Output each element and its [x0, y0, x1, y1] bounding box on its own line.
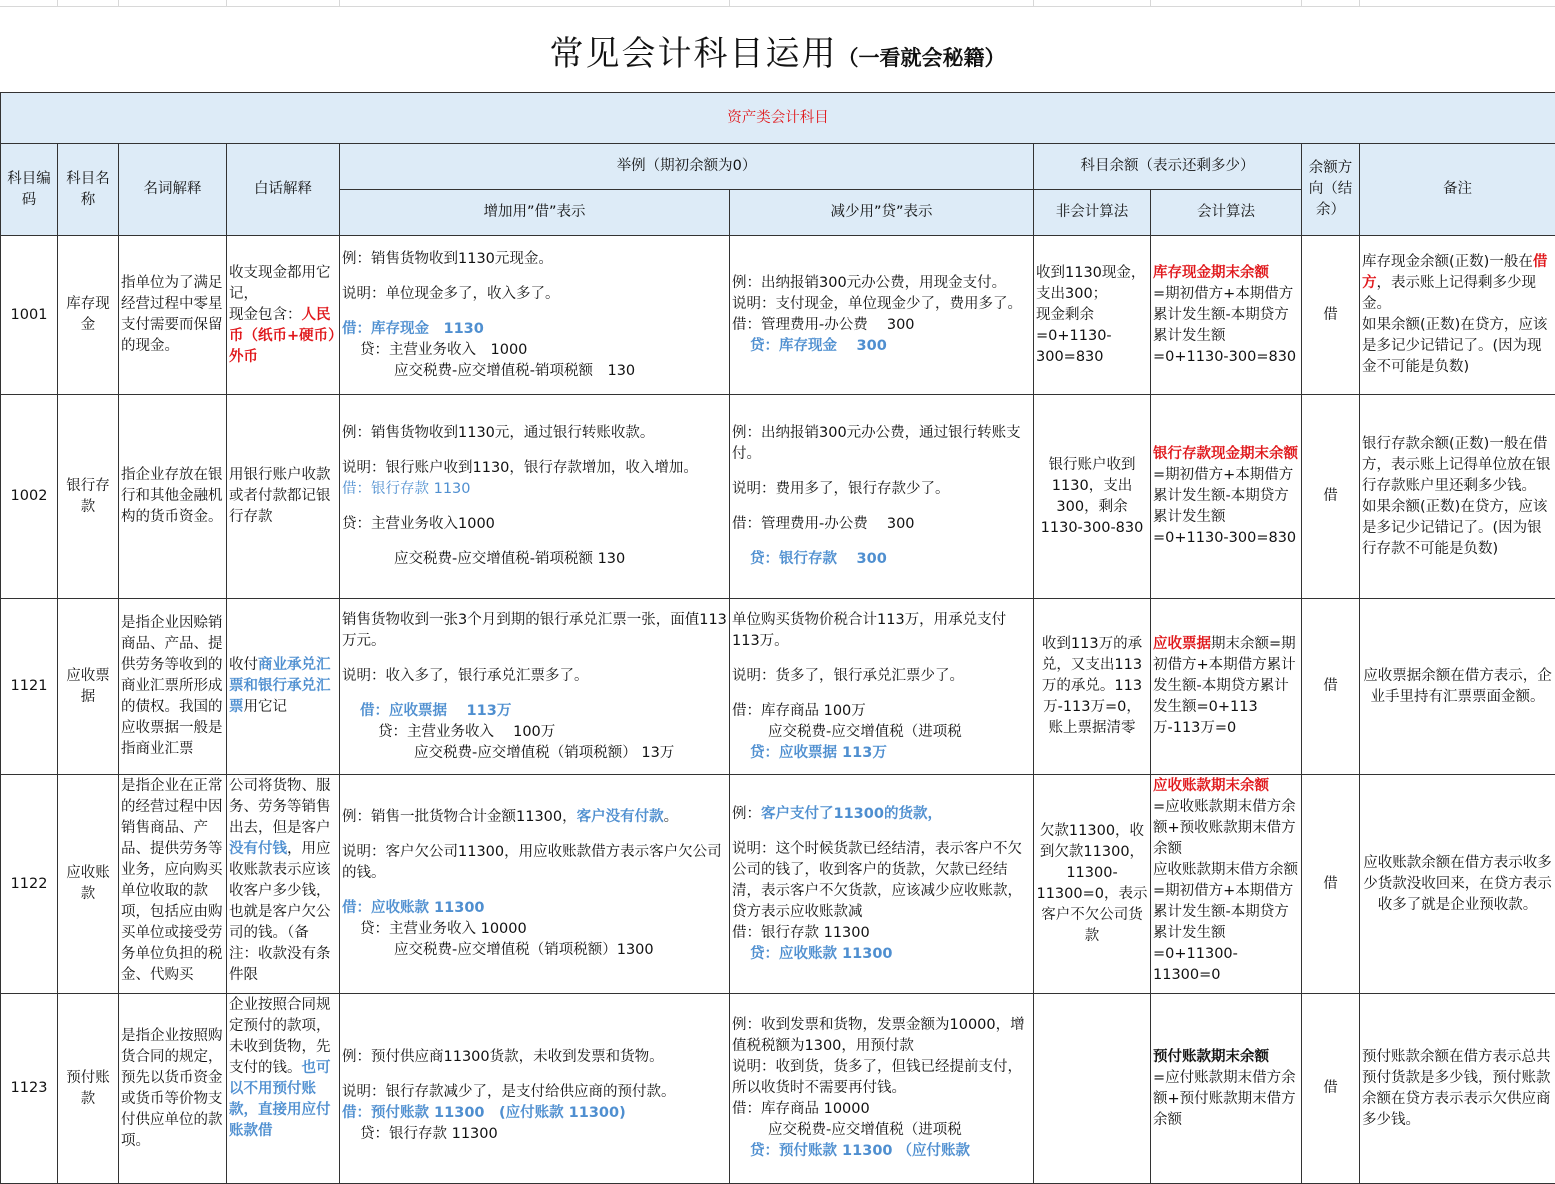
acct-formula: =期初借方+本期借方累计发生额-本期贷方累计发生额=0+1130-300=830	[1153, 286, 1296, 365]
account-code: 1001	[1, 236, 58, 395]
plain-text: 收支现金都用它记， 现金包含：	[229, 265, 331, 323]
remark-highlight: 借方	[1362, 254, 1547, 291]
credit-line: 应交税费-应交增值税-销项税额 130	[342, 361, 727, 382]
acct-title: 银行存款现金期末余额	[1153, 446, 1298, 462]
example-text: 例：	[732, 806, 761, 822]
credit-line: 贷：主营业务收入 100万	[342, 722, 727, 743]
credit-line: 贷：主营业务收入1000	[342, 514, 727, 535]
balance-direction: 借	[1302, 599, 1360, 775]
example-line: 销售货物收到一张3个月到期的银行承兑汇票一张，面值113万元。	[342, 610, 727, 652]
table-row	[1, 599, 1555, 775]
example-line: 例：出纳报销300元办公费，用现金支付。	[732, 273, 1031, 294]
acct-balance	[1151, 236, 1302, 395]
header-name: 科目名称	[58, 144, 119, 236]
credit-line: 贷：银行存款 300	[732, 549, 1031, 570]
debit-line: 借：银行存款 1130	[342, 479, 727, 500]
example-line: 例：预付供应商11300货款，未收到发票和货物。	[342, 1047, 727, 1068]
account-name: 预付账款	[58, 994, 119, 1184]
plain-explanation: 用银行账户收款或者付款都记银行存款	[227, 395, 340, 599]
table-row	[1, 395, 1555, 599]
example-highlight: 客户支付了11300的货款，	[761, 806, 942, 822]
acct-title: 预付账款期末余额	[1153, 1049, 1269, 1065]
remark: 预付账款余额在借方表示总共预付货款是多少钱，预付账款余额在贷方表示表示欠供应商多少钱。	[1360, 994, 1555, 1184]
account-code: 1121	[1, 599, 58, 775]
plain-explanation	[227, 236, 340, 395]
header-decrease: 减少用”贷”表示	[730, 190, 1034, 236]
table-row	[1, 775, 1555, 994]
debit-line: 借：银行存款 11300	[732, 923, 1031, 944]
decrease-example	[730, 994, 1034, 1184]
example-line: 说明：收入多了，银行承兑汇票多了。	[342, 666, 727, 687]
example-line: 例：出纳报销300元办公费，通过银行转账支付。	[732, 423, 1031, 465]
decrease-example	[730, 395, 1034, 599]
header-plain: 白话解释	[227, 144, 340, 236]
credit-line: 贷：预付账款 11300 （应付账款	[732, 1141, 1031, 1162]
example-line: 说明：银行存款减少了，是支付给供应商的预付款。	[342, 1082, 727, 1103]
header-balance: 科目余额（表示还剩多少）	[1034, 144, 1302, 190]
debit-line: 应交税费-应交增值税（进项税	[732, 1120, 1031, 1141]
acct-formula: 期末余额=期初借方+本期借方累计发生额-本期贷方累计发生额=0+113万-113万=0	[1153, 636, 1296, 736]
example-line: 说明：银行账户收到1130，银行存款增加，收入增加。	[342, 458, 727, 479]
acct-balance	[1151, 994, 1302, 1184]
debit-line: 借：应收账款 11300	[342, 898, 727, 919]
account-code: 1123	[1, 994, 58, 1184]
plain-highlight: 没有付钱	[229, 841, 287, 857]
header-increase: 增加用”借”表示	[340, 190, 730, 236]
term-explanation: 指单位为了满足经营过程中零星支付需要而保留的现金。	[119, 236, 227, 395]
account-code: 1002	[1, 395, 58, 599]
plain-text: 用它记	[244, 699, 288, 715]
plain-text: ，用应收账款表示应该收客户多少钱，也就是客户欠公司的钱。（备注：收款没有条件限	[229, 841, 331, 983]
debit-line: 借：库存现金 1130	[342, 319, 727, 340]
term-explanation: 是指企业因赊销商品、产品、提供劳务等收到的商业汇票所形成的债权。我国的应收票据一般是指商业汇票	[119, 599, 227, 775]
acct-formula: =应收账款期末借方余额+预收账款期末借方余额 应收账款期末借方余额=期初借方+本期借方累计发生额-本期贷方累计发生额=0+11300-11300=0	[1153, 799, 1298, 983]
remark: 银行存款余额(正数)一般在借方，表示账上记得单位放在银行存款账户里还剩多少钱。 如果余额(正数)在贷方，应该是多记少记错记了。(因为银行存款不可能是负数)	[1360, 395, 1555, 599]
remark-text: ，表示账上记得剩多少现金。 如果余额(正数)在贷方，应该是多记少记错记了。(因为现金不可能是负数)	[1362, 275, 1547, 375]
example-line: 说明：货多了，银行承兑汇票少了。	[732, 666, 1031, 687]
credit-line: 贷：应收票据 113万	[732, 743, 1031, 764]
account-name: 应收账款	[58, 775, 119, 994]
account-name: 库存现金	[58, 236, 119, 395]
balance-direction: 借	[1302, 775, 1360, 994]
balance-direction: 借	[1302, 236, 1360, 395]
example-line: 说明：单位现金多了，收入多了。	[342, 284, 727, 305]
credit-line: 应交税费-应交增值税（销项税额）1300	[342, 940, 727, 961]
header-example: 举例（期初余额为0）	[340, 144, 1034, 190]
acct-balance	[1151, 395, 1302, 599]
acct-balance	[1151, 775, 1302, 994]
balance-direction: 借	[1302, 994, 1360, 1184]
term-explanation: 是指企业在正常的经营过程中因销售商品、产品、提供劳务等业务，应向购买单位收取的款项，包括应由购买单位或接受劳务单位负担的税金、代购买	[119, 775, 227, 994]
increase-example	[340, 775, 730, 994]
accounts-table	[0, 92, 1555, 1184]
title-main: 常见会计科目运用	[550, 34, 838, 74]
debit-line: 应交税费-应交增值税（进项税	[732, 722, 1031, 743]
header-acct: 会计算法	[1151, 190, 1302, 236]
plain-explanation	[227, 994, 340, 1184]
acct-title: 库存现金期末余额	[1153, 265, 1269, 281]
debit-line: 借：库存商品 10000	[732, 1099, 1031, 1120]
debit-line: 借：预付账款 11300 (应付账款 11300)	[342, 1103, 727, 1124]
plain-text: 收付	[229, 657, 258, 673]
non-acct-balance	[1034, 994, 1151, 1184]
example-line: 例：收到发票和货物，发票金额为10000，增值税税额为1300，用预付款	[732, 1015, 1031, 1057]
example-line: 说明：收到货，货多了，但钱已经提前支付，所以收货时不需要再付钱。	[732, 1057, 1031, 1099]
increase-example	[340, 236, 730, 395]
debit-line: 借：管理费用-办公费 300	[732, 514, 1031, 535]
decrease-example	[730, 236, 1034, 395]
header-term: 名词解释	[119, 144, 227, 236]
increase-example	[340, 599, 730, 775]
non-acct-balance: 收到113万的承兑，又支出113万的承兑。113万-113万=0，账上票据清零	[1034, 599, 1151, 775]
example-highlight: 客户没有付款	[577, 809, 664, 825]
credit-line: 贷：库存现金 300	[732, 336, 1031, 357]
remark: 应收账款余额在借方表示收多少货款没收回来，在贷方表示收多了就是企业预收款。	[1360, 775, 1555, 994]
example-line: 单位购买货物价税合计113万，用承兑支付113万。	[732, 610, 1031, 652]
increase-example	[340, 395, 730, 599]
acct-balance	[1151, 599, 1302, 775]
remark: 应收票据余额在借方表示，企业手里持有汇票票面金额。	[1360, 599, 1555, 775]
plain-text: 企业按照合同规定预付的款项，未收到货物，先支付的钱。	[229, 997, 331, 1076]
debit-line: 借：应收票据 113万	[342, 701, 727, 722]
remark	[1360, 236, 1555, 395]
example-line: 例：销售货物收到1130元，通过银行转账收款。	[342, 423, 727, 444]
example-line: 例：销售一批货物合计金额11300，客户没有付款。	[342, 807, 727, 828]
decrease-example	[730, 775, 1034, 994]
term-explanation: 是指企业按照购货合同的规定，预先以货币资金或货币等价物支付供应单位的款项。	[119, 994, 227, 1184]
credit-line: 应交税费-应交增值税-销项税额 130	[342, 549, 727, 570]
plain-highlight: 商业承兑汇票和银行承兑汇票	[229, 657, 331, 715]
example-line	[732, 804, 1031, 825]
header-direction: 余额方向（结余）	[1302, 144, 1360, 236]
debit-line: 借：管理费用-办公费 300	[732, 315, 1031, 336]
example-line: 例：销售货物收到1130元现金。	[342, 249, 727, 270]
plain-text: 公司将货物、服务、劳务等销售出去，但是客户	[229, 778, 331, 836]
example-text: 例：销售一批货物合计金额11300，	[342, 809, 577, 825]
non-acct-balance: 银行账户收到1130，支出300，剩余1130-300-830	[1034, 395, 1151, 599]
header-code: 科目编码	[1, 144, 58, 236]
section-title: 资产类会计科目	[1, 93, 1555, 144]
example-line: 说明：支付现金，单位现金少了，费用多了。	[732, 294, 1031, 315]
increase-example	[340, 994, 730, 1184]
title-sub: （一看就会秘籍）	[838, 45, 1006, 70]
credit-line: 贷：主营业务收入 1000	[342, 340, 727, 361]
header-remark: 备注	[1360, 144, 1555, 236]
non-acct-balance: 欠款11300，收到欠款11300，11300-11300=0，表示客户不欠公司货款	[1034, 775, 1151, 994]
account-name: 应收票据	[58, 599, 119, 775]
credit-line: 贷：应收账款 11300	[732, 944, 1031, 965]
plain-explanation	[227, 599, 340, 775]
top-sheet-strip	[0, 0, 1555, 7]
credit-line: 贷：银行存款 11300	[342, 1124, 727, 1145]
header-non-acct: 非会计算法	[1034, 190, 1151, 236]
example-line: 说明：客户欠公司11300，用应收账款借方表示客户欠公司的钱。	[342, 842, 727, 884]
account-name: 银行存款	[58, 395, 119, 599]
table-row	[1, 994, 1555, 1184]
plain-highlight: 也可以不用预付账款，直接用应付账款借	[229, 1060, 331, 1139]
debit-line: 借：库存商品 100万	[732, 701, 1031, 722]
account-code: 1122	[1, 775, 58, 994]
example-line: 说明：费用多了，银行存款少了。	[732, 479, 1031, 500]
decrease-example	[730, 599, 1034, 775]
acct-formula: =期初借方+本期借方累计发生额-本期贷方累计发生额=0+1130-300=830	[1153, 467, 1296, 546]
balance-direction: 借	[1302, 395, 1360, 599]
acct-title: 应收票据	[1153, 636, 1211, 652]
term-explanation: 指企业存放在银行和其他金融机构的货币资金。	[119, 395, 227, 599]
plain-highlight: 人民币（纸币+硬币）外币	[229, 307, 335, 365]
page-title	[0, 26, 1555, 75]
credit-line: 贷：主营业务收入 10000	[342, 919, 727, 940]
non-acct-balance: 收到1130现金，支出300； 现金剩余=0+1130-300=830	[1034, 236, 1151, 395]
acct-title: 应收账款期末余额	[1153, 778, 1269, 794]
table-row	[1, 236, 1555, 395]
credit-line: 应交税费-应交增值税（销项税额） 13万	[342, 743, 727, 764]
remark-text: 库存现金余额(正数)一般在	[1362, 254, 1533, 270]
example-line: 说明：这个时候货款已经结清，表示客户不欠公司的钱了，收到客户的货款，欠款已经结清，表示客户不欠货款，应该减少应收账款，贷方表示应收账款减	[732, 839, 1031, 923]
acct-formula: =应付账款期末借方余额+预付账款期末借方余额	[1153, 1070, 1296, 1128]
plain-explanation	[227, 775, 340, 994]
